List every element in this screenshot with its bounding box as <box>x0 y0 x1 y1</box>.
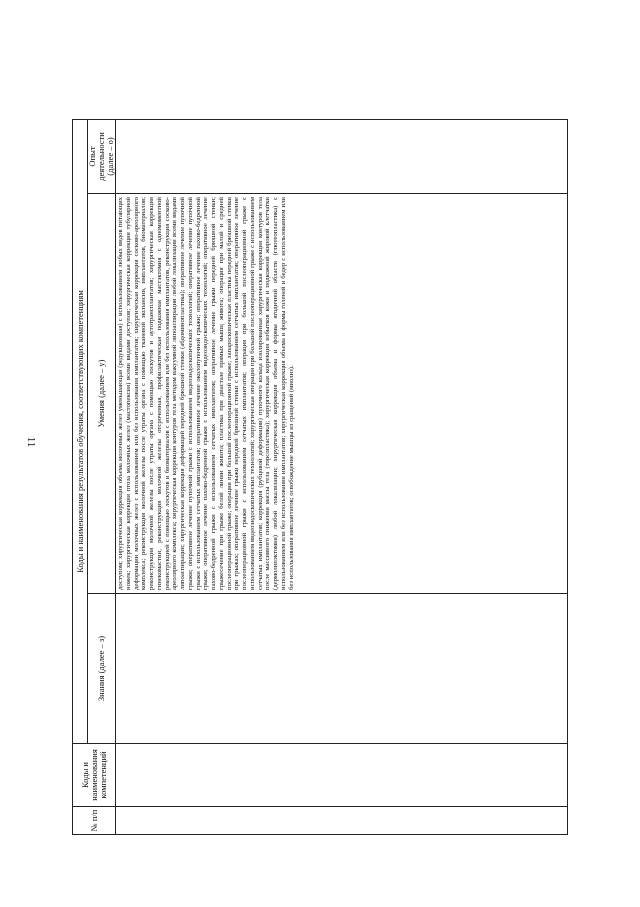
table-row <box>116 120 568 835</box>
cell-skills: доступом; хирургическая коррекция объема молочных желез уменьшающая (редукционная) с использованием любых видов питающих ножек; хирургическая коррекция птоза молочных желез (мастопексия) всеми видами доступов; хирургическая коррекция тубулярной деформации молочных желез с использованием или без использования имплантатов; хирургическая коррекция сосково-ареолярного комплекса; реконструкция молочной железы после утраты органа с помощью тканевой экспансии, имплантатов, биоматериалов; реконструкция молочной железы после утраты органа с помощью лоскутов и аутотрансплантатов; хирургическая коррекция гинекомастии, реконструкция молочной железы отсроченная, профилактическая подкожная мастэктомия с одномоментной реконструкцией с помощью лоскутов и биоматериалов с использованием или без использования имплантатов, реконструкция сосково-ареолярного комплекса; хирургическая коррекция контуров тела методом вакуумной липоаспирации любой локализации всеми видами липоаспирации; хирургическая коррекция деформаций передней брюшной стенки (абдоминопластика); оперативное лечение пупочной грыжи; оперативное лечение пупочной грыжи с использованием видеоэндоскопических технологий; оперативное лечение пупочной грыжи с использованием сетчатых имплантатов; оперативное лечение околопупочной грыжи; оперативное лечение пахово-бедренной грыжи; оперативное лечение пахово-бедренной грыжи с использованием видеоэндоскопических технологий; оперативное лечение пахово-бедренной грыжи с использованием сетчатых имплантатов; оперативное лечение грыжи передней брюшной стенки; грыжесечение при грыже белой линии живота; пластика при диастазе прямых мышц живота; операция при малой и средней послеоперационной грыже; операция при большой послеоперационной грыже; лапароскопическая пластика передней брюшной стенки при грыжах; оперативное лечение грыжи передней брюшной стенки с использованием сетчатых имплантатов; оперативное лечение послеоперационной грыжи с использованием сетчатых имплантатов; операция при большой послеоперационной грыже с использованием видеоэндоскопических технологий; хирургическая операция при большой послеоперационной грыже с использованием сетчатых имплантатов; коррекция (рубцовой деформации) пупочного кольца изолированная хирургическая коррекция контуров тела после массивного снижения массы тела (торсопластика); хирургическая коррекция избытков кожи и подкожной жировой клетчатки (дермолипэктомия) любой локализации; хирургическая коррекция объема и формы ягодичной области (глютеопластика) с использованием или без использования имплантатов; хирургическая коррекция объема и формы голеней и бедер с использованием или без использования имплантатов; освобождение мышцы из сращений (миолиз). <box>116 194 568 594</box>
cell-number <box>116 807 568 835</box>
header-row-2 <box>88 120 116 835</box>
cell-codes <box>116 744 568 807</box>
cell-experience <box>116 120 568 194</box>
header-row-1 <box>73 120 88 835</box>
page-number: 11 <box>25 436 37 448</box>
header-knowledge: Знания (далее – з) <box>88 594 116 744</box>
header-experience: Опыт деятельности (далее – о) <box>88 120 116 194</box>
cell-knowledge <box>116 594 568 744</box>
header-codes: Коды и наименования компетенций <box>73 744 116 807</box>
header-skills: Умения (далее – у) <box>88 194 116 594</box>
header-number: № п/п <box>73 807 116 835</box>
header-results-group: Коды и наименования результатов обучения, соответствующих компетенциям <box>73 120 88 744</box>
competency-table-wrapper <box>72 120 568 835</box>
competency-table <box>72 119 568 835</box>
